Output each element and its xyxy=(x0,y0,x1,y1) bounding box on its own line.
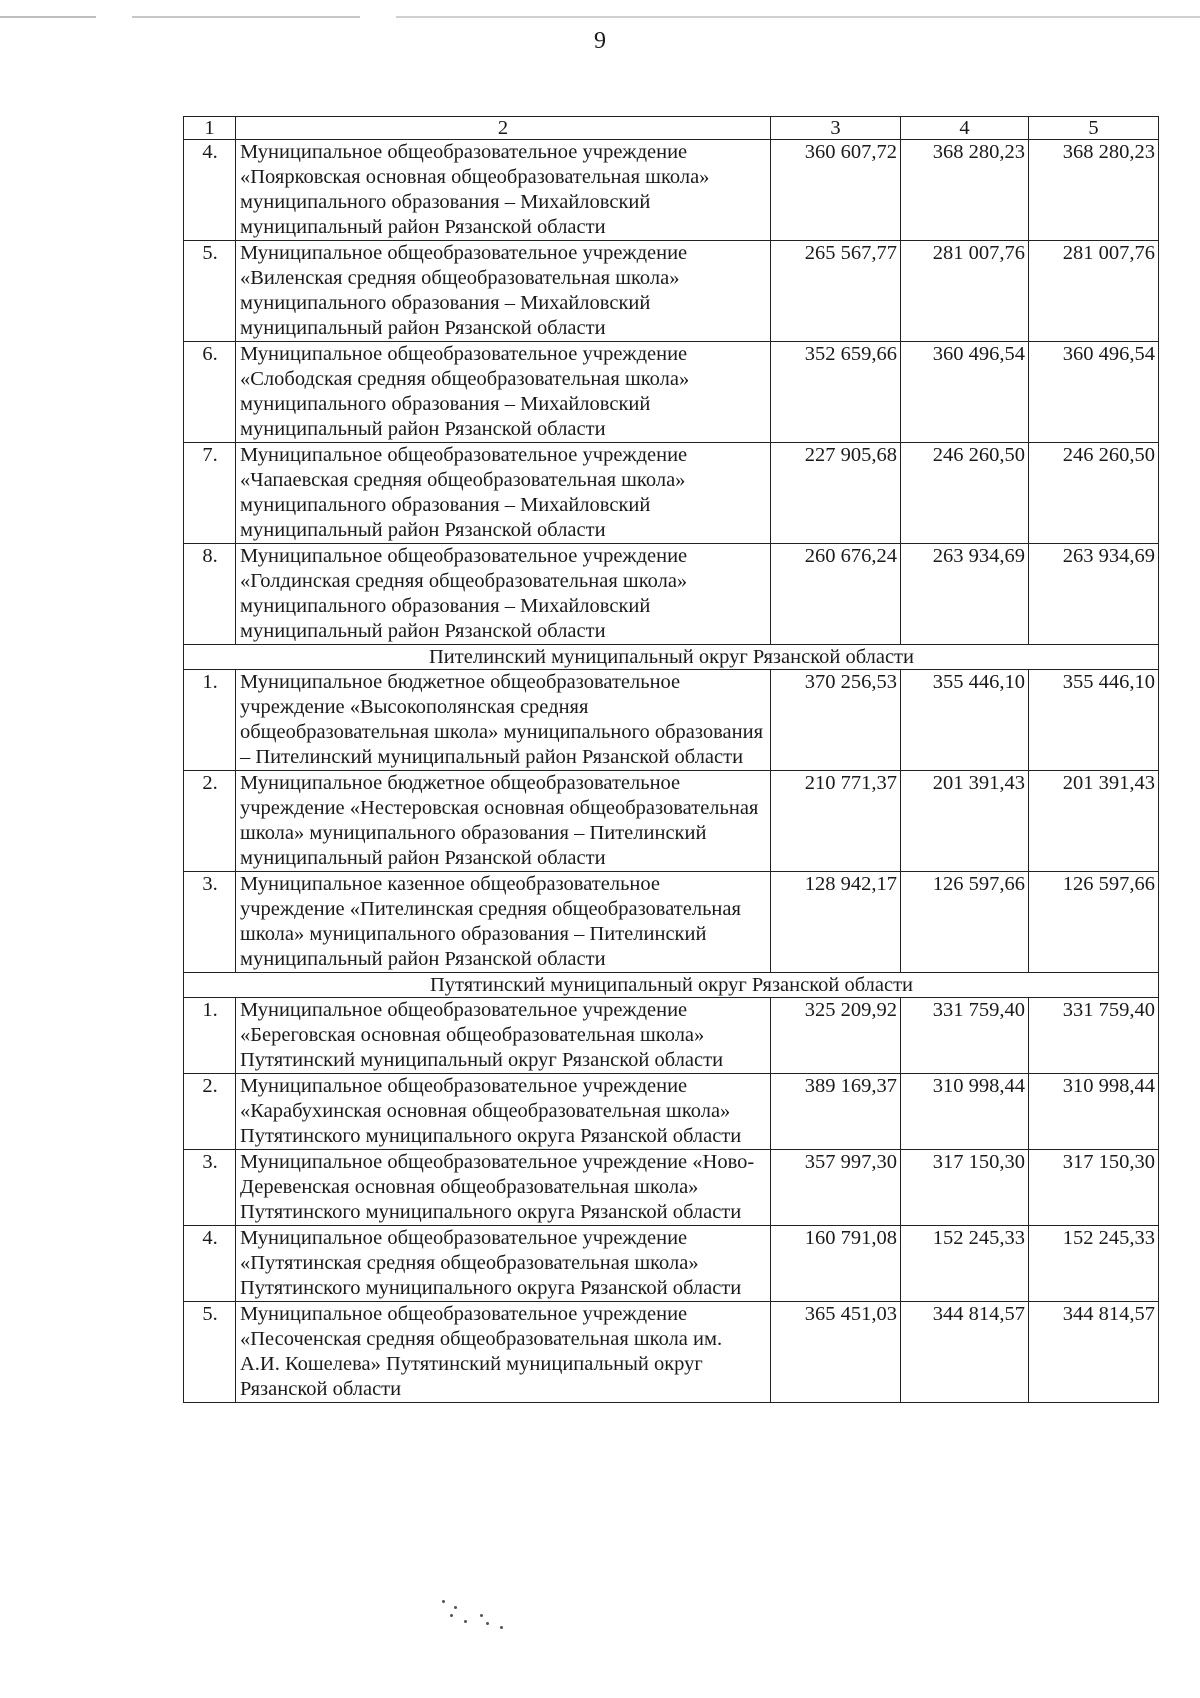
value-col-3: 160 791,08 xyxy=(771,1226,901,1302)
column-header: 2 xyxy=(236,117,771,140)
value-col-4: 310 998,44 xyxy=(901,1074,1029,1150)
value-col-5: 246 260,50 xyxy=(1029,443,1159,544)
value-col-4: 201 391,43 xyxy=(901,771,1029,872)
institution-name: Муниципальное общеобразовательное учреждение «Виленская средняя общеобразовательная школа» муниципального образования – Михайловский муниципальный район Рязанской области xyxy=(236,241,771,342)
institution-name: Муниципальное общеобразовательное учреждение «Чапаевская средняя общеобразовательная школа» муниципального образования – Михайловский муниципальный район Рязанской области xyxy=(236,443,771,544)
institution-name: Муниципальное бюджетное общеобразовательное учреждение «Нестеровская основная общеобразовательная школа» муниципального образования – Пителинский муниципальный район Рязанской области xyxy=(236,771,771,872)
district-title: Пителинский муниципальный округ Рязанской области xyxy=(184,645,1159,670)
value-col-4: 344 814,57 xyxy=(901,1302,1029,1403)
scan-specks xyxy=(440,1600,560,1640)
institution-name: Муниципальное казенное общеобразовательное учреждение «Пителинская средняя общеобразовательная школа» муниципального образования – Пителинский муниципальный район Рязанской области xyxy=(236,872,771,973)
value-col-5: 331 759,40 xyxy=(1029,998,1159,1074)
table-body xyxy=(184,140,1159,1403)
value-col-5: 368 280,23 xyxy=(1029,140,1159,241)
institution-name: Муниципальное общеобразовательное учреждение «Слободская средняя общеобразовательная школа» муниципального образования – Михайловский муниципальный район Рязанской области xyxy=(236,342,771,443)
table-row xyxy=(184,670,1159,771)
value-col-4: 360 496,54 xyxy=(901,342,1029,443)
value-col-5: 281 007,76 xyxy=(1029,241,1159,342)
value-col-3: 370 256,53 xyxy=(771,670,901,771)
row-number: 2. xyxy=(184,771,236,872)
value-col-3: 352 659,66 xyxy=(771,342,901,443)
value-col-3: 227 905,68 xyxy=(771,443,901,544)
institution-name: Муниципальное общеобразовательное учреждение «Путятинская средняя общеобразовательная школа» Путятинского муниципального округа Рязанской области xyxy=(236,1226,771,1302)
value-col-3: 128 942,17 xyxy=(771,872,901,973)
value-col-4: 317 150,30 xyxy=(901,1150,1029,1226)
table-row xyxy=(184,1150,1159,1226)
value-col-3: 325 209,92 xyxy=(771,998,901,1074)
table-row xyxy=(184,1074,1159,1150)
row-number: 4. xyxy=(184,140,236,241)
table-header-row xyxy=(184,117,1159,140)
institution-name: Муниципальное общеобразовательное учреждение «Песоченская средняя общеобразовательная школа им. А.И. Кошелева» Путятинский муниципальный округ Рязанской области xyxy=(236,1302,771,1403)
value-col-4: 126 597,66 xyxy=(901,872,1029,973)
value-col-5: 317 150,30 xyxy=(1029,1150,1159,1226)
value-col-4: 368 280,23 xyxy=(901,140,1029,241)
district-header-row xyxy=(184,645,1159,670)
institution-name: Муниципальное общеобразовательное учреждение «Голдинская средняя общеобразовательная школа» муниципального образования – Михайловский муниципальный район Рязанской области xyxy=(236,544,771,645)
column-header: 4 xyxy=(901,117,1029,140)
table-row xyxy=(184,140,1159,241)
value-col-3: 360 607,72 xyxy=(771,140,901,241)
institution-name: Муниципальное общеобразовательное учреждение «Береговская основная общеобразовательная школа» Путятинский муниципальный округ Рязанской области xyxy=(236,998,771,1074)
page-number: 9 xyxy=(594,28,606,54)
table-row xyxy=(184,771,1159,872)
value-col-4: 152 245,33 xyxy=(901,1226,1029,1302)
value-col-4: 263 934,69 xyxy=(901,544,1029,645)
column-header: 5 xyxy=(1029,117,1159,140)
value-col-5: 310 998,44 xyxy=(1029,1074,1159,1150)
value-col-4: 355 446,10 xyxy=(901,670,1029,771)
value-col-3: 260 676,24 xyxy=(771,544,901,645)
institution-name: Муниципальное бюджетное общеобразовательное учреждение «Высокополянская средняя общеобразовательная школа» муниципального образования – Пителинский муниципальный район Рязанской области xyxy=(236,670,771,771)
value-col-3: 265 567,77 xyxy=(771,241,901,342)
table-row xyxy=(184,241,1159,342)
institution-name: Муниципальное общеобразовательное учреждение «Карабухинская основная общеобразовательная школа» Путятинского муниципального округа Рязанской области xyxy=(236,1074,771,1150)
value-col-3: 210 771,37 xyxy=(771,771,901,872)
row-number: 8. xyxy=(184,544,236,645)
row-number: 5. xyxy=(184,241,236,342)
table-row xyxy=(184,1226,1159,1302)
table-row xyxy=(184,872,1159,973)
row-number: 1. xyxy=(184,670,236,771)
table-row xyxy=(184,544,1159,645)
value-col-4: 331 759,40 xyxy=(901,998,1029,1074)
value-col-3: 365 451,03 xyxy=(771,1302,901,1403)
row-number: 7. xyxy=(184,443,236,544)
row-number: 6. xyxy=(184,342,236,443)
row-number: 3. xyxy=(184,872,236,973)
value-col-4: 246 260,50 xyxy=(901,443,1029,544)
value-col-3: 389 169,37 xyxy=(771,1074,901,1150)
district-title: Путятинский муниципальный округ Рязанской области xyxy=(184,973,1159,998)
value-col-5: 360 496,54 xyxy=(1029,342,1159,443)
row-number: 1. xyxy=(184,998,236,1074)
budget-table xyxy=(183,116,1159,1403)
column-header: 1 xyxy=(184,117,236,140)
value-col-3: 357 997,30 xyxy=(771,1150,901,1226)
value-col-5: 152 245,33 xyxy=(1029,1226,1159,1302)
row-number: 2. xyxy=(184,1074,236,1150)
table-row xyxy=(184,443,1159,544)
table-row xyxy=(184,342,1159,443)
scan-edge-line xyxy=(0,16,1200,18)
column-header: 3 xyxy=(771,117,901,140)
value-col-4: 281 007,76 xyxy=(901,241,1029,342)
value-col-5: 344 814,57 xyxy=(1029,1302,1159,1403)
row-number: 3. xyxy=(184,1150,236,1226)
table-row xyxy=(184,998,1159,1074)
district-header-row xyxy=(184,973,1159,998)
institution-name: Муниципальное общеобразовательное учреждение «Поярковская основная общеобразовательная школа» муниципального образования – Михайловский муниципальный район Рязанской области xyxy=(236,140,771,241)
row-number: 5. xyxy=(184,1302,236,1403)
row-number: 4. xyxy=(184,1226,236,1302)
value-col-5: 201 391,43 xyxy=(1029,771,1159,872)
institution-name: Муниципальное общеобразовательное учреждение «Ново-Деревенская основная общеобразовательная школа» Путятинского муниципального округа Рязанской области xyxy=(236,1150,771,1226)
value-col-5: 355 446,10 xyxy=(1029,670,1159,771)
value-col-5: 126 597,66 xyxy=(1029,872,1159,973)
table-row xyxy=(184,1302,1159,1403)
value-col-5: 263 934,69 xyxy=(1029,544,1159,645)
